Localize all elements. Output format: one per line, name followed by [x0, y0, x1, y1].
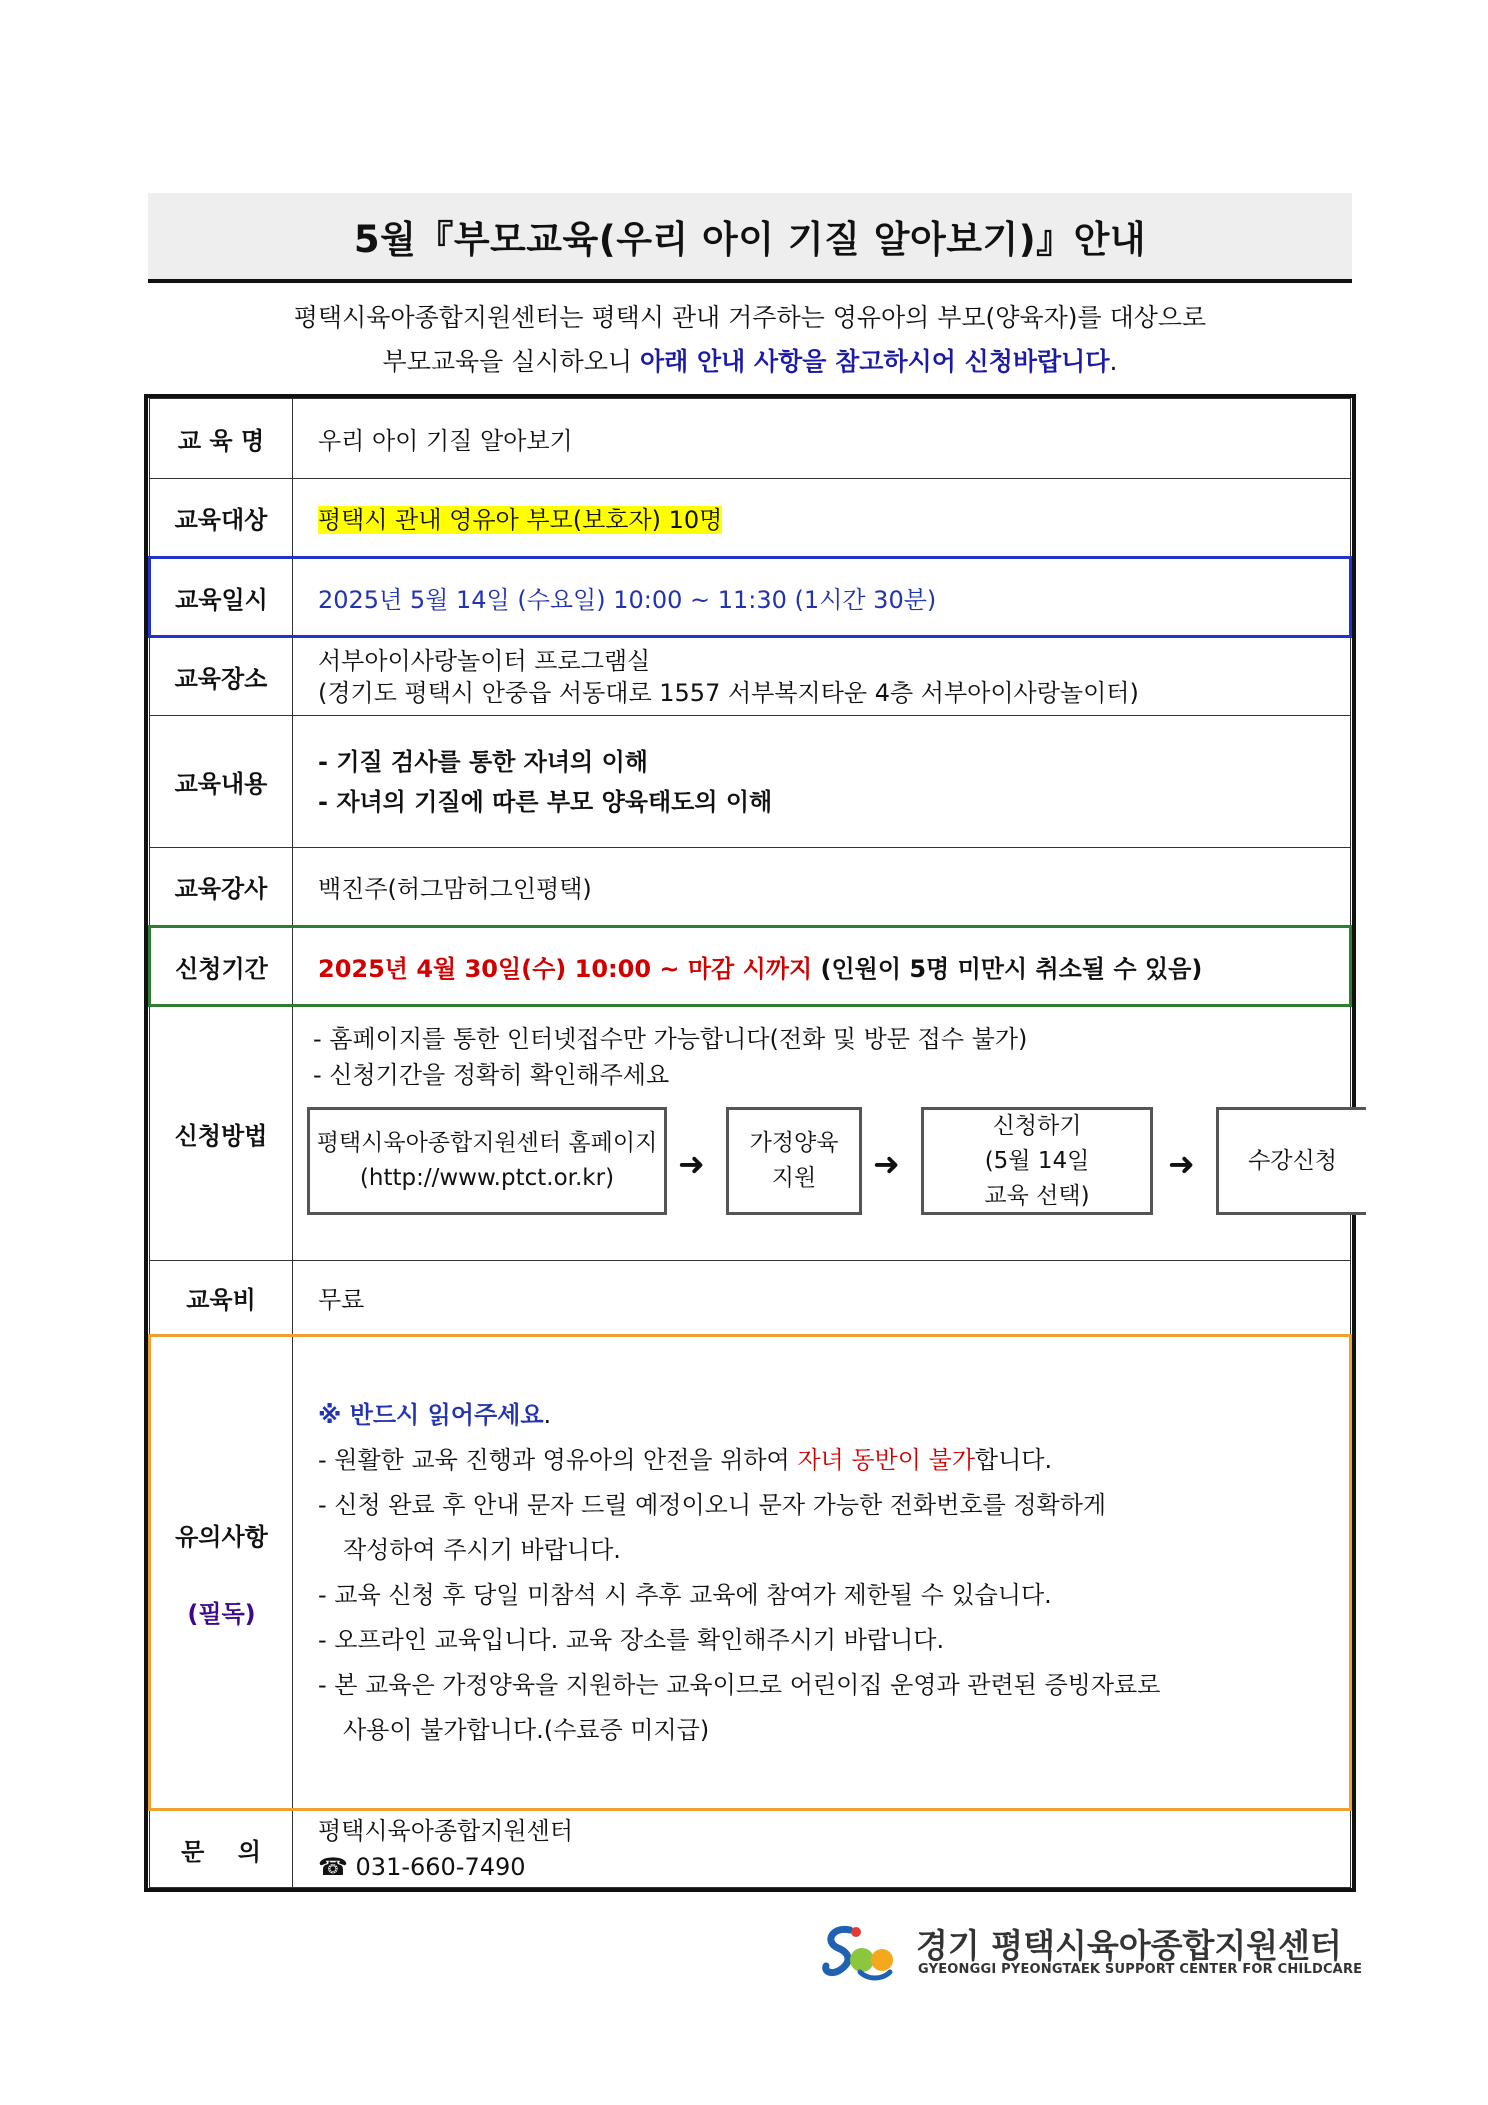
intro-line-2-plain: 부모교육을 실시하오니: [382, 347, 640, 376]
arrow-right-icon: ➜: [1168, 1145, 1195, 1183]
logo-mark-icon: [820, 1922, 896, 1984]
row-period: [150, 927, 1351, 1006]
note-1-a: - 원활한 교육 진행과 영유아의 안전을 위하여: [318, 1445, 798, 1474]
value-fee: 무료: [293, 1261, 1351, 1336]
intro-line-2-emphasis: 아래 안내 사항을 참고하시어 신청바랍니다: [639, 347, 1110, 376]
notes-heading-dot: .: [543, 1400, 552, 1429]
value-period: [293, 927, 1351, 1006]
row-name: [150, 399, 1351, 479]
label-content: 교육내용: [150, 716, 293, 848]
label-method: 신청방법: [150, 1006, 293, 1261]
flow-step-parenting: [726, 1107, 862, 1215]
logo-korean: 경기 평택시육아종합지원센터: [916, 1926, 1342, 1965]
intro-line-2-end: .: [1109, 347, 1118, 376]
intro-text: [148, 296, 1352, 384]
note-2b: 작성하여 주시기 바랍니다.: [343, 1535, 621, 1564]
row-place: [150, 637, 1351, 716]
flow-step-homepage-url: (http://www.ptct.or.kr): [359, 1165, 615, 1191]
flow-step-apply: [921, 1107, 1153, 1215]
application-flow: [313, 1107, 1350, 1227]
value-place: [293, 637, 1351, 716]
place-line-2: (경기도 평택시 안중읍 서동대로 1557 서부복지타운 4층 서부아이사랑놀이터): [318, 678, 1139, 707]
flow-step-homepage-name: 평택시육아종합지원센터 홈페이지: [316, 1130, 658, 1156]
row-contact: [150, 1810, 1351, 1888]
label-fee: 교육비: [150, 1261, 293, 1336]
label-period: 신청기간: [150, 927, 293, 1006]
label-date: 교육일시: [150, 558, 293, 637]
row-content: [150, 716, 1351, 848]
flow-step-homepage: [307, 1107, 667, 1215]
value-content: [293, 716, 1351, 848]
flow-step-enroll: [1216, 1107, 1366, 1215]
value-target: 평택시 관내 영유아 부모(보호자) 10명: [318, 506, 723, 534]
label-name: 교 육 명: [150, 399, 293, 479]
page-title: 5월『부모교육(우리 아이 기질 알아보기)』안내: [148, 193, 1352, 283]
notes-label-required: (필독): [187, 1599, 256, 1628]
label-place: 교육장소: [150, 637, 293, 716]
intro-line-2: [148, 340, 1352, 384]
row-lecturer: [150, 848, 1351, 927]
row-notes: [150, 1336, 1351, 1810]
intro-line-1: 평택시육아종합지원센터는 평택시 관내 거주하는 영유아의 부모(양육자)를 대상으로: [293, 303, 1207, 332]
flow-step-apply-l3: 교육 선택): [984, 1182, 1090, 1209]
note-5a: - 본 교육은 가정양육을 지원하는 교육이므로 어린이집 운영과 관련된 증빙자료로: [318, 1670, 1161, 1699]
period-note: (인원이 5명 미만시 취소될 수 있음): [812, 954, 1203, 983]
row-fee: [150, 1261, 1351, 1336]
content-item-1: - 기질 검사를 통한 자녀의 이해: [318, 747, 648, 776]
label-target: 교육대상: [150, 479, 293, 558]
method-line-1: - 홈페이지를 통한 인터넷접수만 가능합니다(전화 및 방문 접수 불가): [313, 1025, 1028, 1053]
row-target: [150, 479, 1351, 558]
center-logo: [820, 1918, 1363, 1988]
flow-step-parenting-l1: 가정양육: [749, 1130, 839, 1156]
value-method: [293, 1006, 1351, 1261]
value-date: 2025년 5월 14일 (수요일) 10:00 ~ 11:30 (1시간 30분): [293, 558, 1351, 637]
arrow-right-icon: ➜: [678, 1145, 705, 1183]
notes-label: 유의사항: [175, 1522, 268, 1551]
flow-step-enroll-l1: 수강신청: [1248, 1147, 1337, 1174]
note-1-red: 자녀 동반이 불가: [797, 1445, 975, 1474]
arrow-right-icon: ➜: [873, 1145, 900, 1183]
notes-heading: [318, 1393, 1349, 1438]
period-dates: 2025년 4월 30일(수) 10:00 ~ 마감 시까지: [318, 954, 813, 983]
label-contact: 문 의: [150, 1810, 293, 1888]
place-line-1: 서부아이사랑놀이터 프로그램실: [318, 646, 651, 675]
note-5b: 사용이 불가합니다.(수료증 미지급): [343, 1715, 710, 1744]
info-table: [148, 398, 1352, 1888]
content-item-2: - 자녀의 기질에 따른 부모 양육태도의 이해: [318, 787, 773, 816]
notes-heading-text: ※ 반드시 읽어주세요: [318, 1400, 544, 1429]
flow-step-apply-l2: (5월 14일: [984, 1147, 1090, 1174]
row-date: [150, 558, 1351, 637]
contact-phone: ☎ 031-660-7490: [318, 1853, 526, 1881]
note-1-b: 합니다.: [974, 1445, 1053, 1474]
logo-english: GYEONGGI PYEONGTAEK SUPPORT CENTER FOR CHILDCARE: [918, 1962, 1363, 1977]
flow-step-apply-l1: 신청하기: [992, 1112, 1082, 1139]
note-3: - 교육 신청 후 당일 미참석 시 추후 교육에 참여가 제한될 수 있습니다.: [318, 1580, 1052, 1609]
value-name: 우리 아이 기질 알아보기: [293, 399, 1351, 479]
contact-org: 평택시육아종합지원센터: [318, 1817, 574, 1845]
note-4: - 오프라인 교육입니다. 교육 장소를 확인해주시기 바랍니다.: [318, 1625, 945, 1654]
label-notes: [150, 1336, 293, 1810]
method-line-2: - 신청기간을 정확히 확인해주세요: [313, 1061, 670, 1089]
label-lecturer: 교육강사: [150, 848, 293, 927]
flow-step-parenting-l2: 지원: [771, 1165, 817, 1191]
row-method: [150, 1006, 1351, 1261]
note-1: [318, 1438, 1349, 1483]
value-lecturer: 백진주(허그맘허그인평택): [293, 848, 1351, 927]
note-2a: - 신청 완료 후 안내 문자 드릴 예정이오니 문자 가능한 전화번호를 정확하게: [318, 1490, 1107, 1519]
value-contact: [293, 1810, 1351, 1888]
value-notes: [293, 1336, 1351, 1810]
